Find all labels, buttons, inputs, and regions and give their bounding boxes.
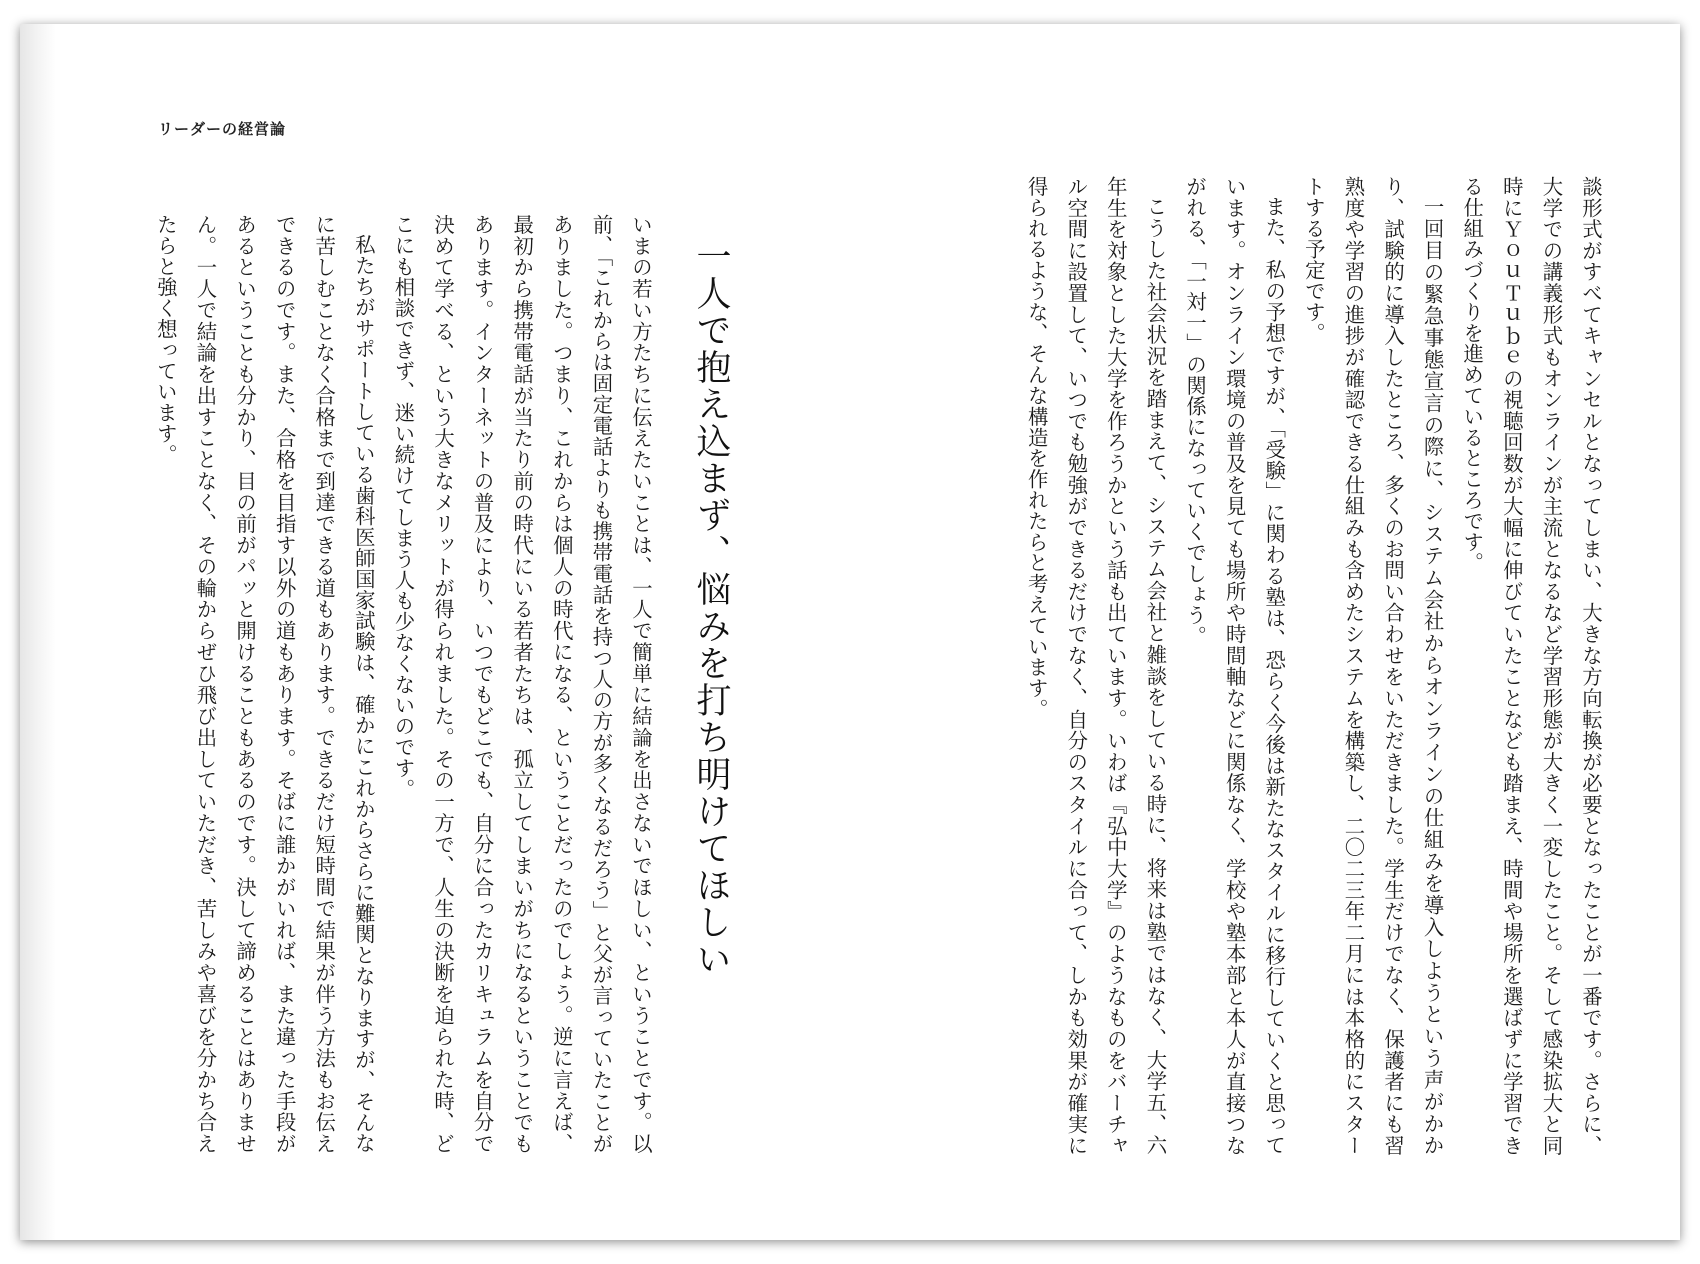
left-page-body bbox=[120, 214, 660, 1154]
chapter-title: 一人で抱え込まず、悩みを打ち明けてほしい bbox=[691, 238, 731, 978]
right-page-body bbox=[970, 176, 1610, 1156]
paragraph: いまの若い方たちに伝えたいことは、一人で簡単に結論を出さないでほしい、ということです。以前、「これからは固定電話よりも携帯電話を持つ人の方が多くなるだろう」と父が言っていたことがありました。つまり、これからは個人の時代になる、ということだったのでしょう。逆に言えば、最初から携帯電話が当たり前の時代にいる若者たちは、孤立してしまいがちになるということでもあります。インターネットの普及により、いつでもどこでも、自分に合ったカリキュラムを自分で決めて学べる、という大きなメリットが得られました。その一方で、人生の決断を迫られた時、どこにも相談できず、迷い続けてしまう人も少なくないのです。 bbox=[391, 214, 653, 1154]
paragraph: 一回目の緊急事態宣言の際に、システム会社からオンラインの仕組みを導入しようという声がかかり、試験的に導入したところ、多くのお問い合わせをいただきました。学生だけでなく、保護者にも習熟度や学習の進捗が確認できる仕組みも含めたシステムを構築し、二〇二三年二月には本格的にスタートする予定です。 bbox=[1301, 176, 1445, 1156]
page-edge-shadow bbox=[20, 24, 56, 1240]
paragraph: こうした社会状況を踏まえて、システム会社と雑談をしている時に、将来は塾ではなく、大学五、六年生を対象とした大学を作ろうかという話も出ています。いわば『弘中大学』のようなものをバーチャル空間に設置して、いつでも勉強ができるだけでなく、自分のスタイルに合って、しかも効果が確実に得られるような、そんな構造を作れたらと考えています。 bbox=[1024, 176, 1168, 1156]
paragraph: また、私の予想ですが、「受験」に関わる塾は、恐らく今後は新たなスタイルに移行していくと思っています。オンライン環境の普及を見ても場所や時間軸などに関係なく、学校や塾本部と本人が直接つながれる、「一対一」の関係になっていくでしょう。 bbox=[1183, 176, 1287, 1156]
book-spread bbox=[20, 24, 1680, 1240]
running-head: リーダーの経営論 bbox=[158, 120, 287, 138]
paragraph: 談形式がすべてキャンセルとなってしまい、大きな方向転換が必要となったことが一番です。さらに、大学での講義形式もオンラインが主流となるなど学習形態が大きく一変したこと。そして感染拡大と同時にＹｏｕＴｕｂｅの視聴回数が大幅に伸びていたことなども踏まえ、時間や場所を選ばずに学習できる仕組みづくりを進めているところです。 bbox=[1460, 176, 1603, 1156]
paragraph: 私たちがサポートしている歯科医師国家試験は、確かにこれからさらに難関となりますが、そんなに苦しむことなく合格まで到達できる道もあります。できるだけ短時間で結果が伴う方法もお伝えできるのです。また、合格を目指す以外の道もあります。そばに誰かがいれば、また違った手段があるということも分かり、目の前がパッと開けることもあるのです。決して諦めることはありません。一人で結論を出すことなく、その輪からぜひ飛び出していただき、苦しみや喜びを分かち合えたらと強く想っています。 bbox=[153, 214, 376, 1154]
